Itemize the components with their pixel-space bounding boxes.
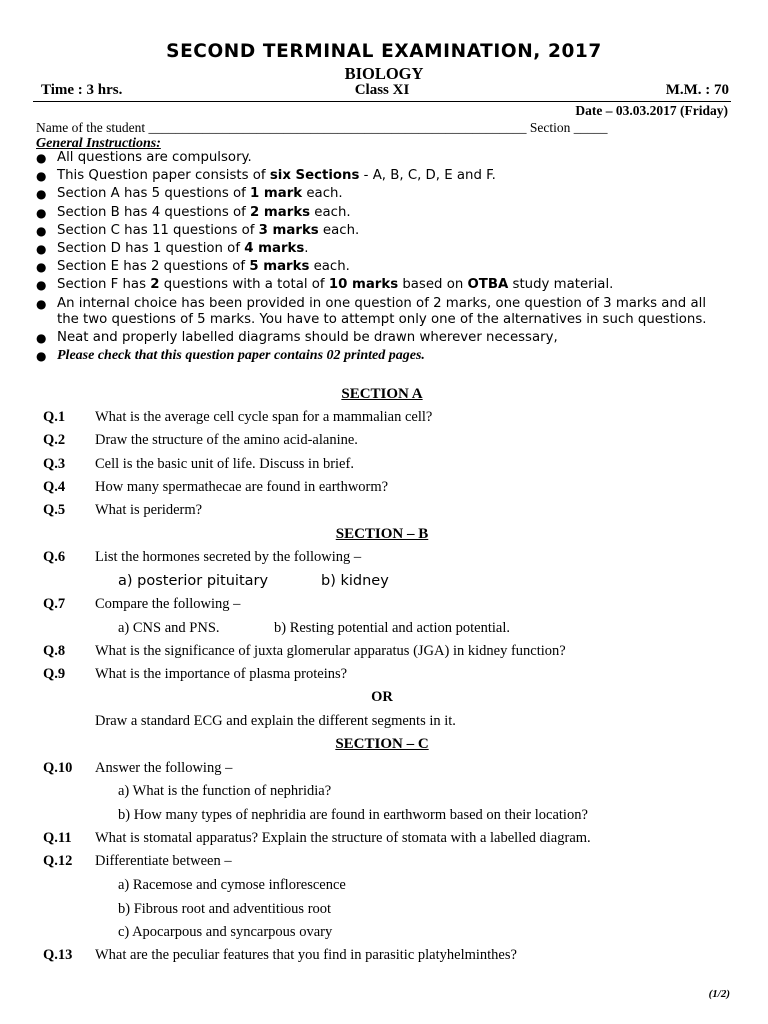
question-12-option-c: c) Apocarpous and syncarpous ovary <box>118 924 333 940</box>
exam-time: Time : 3 hrs. <box>41 82 123 98</box>
subject-title: BIOLOGY <box>344 64 424 83</box>
instruction-item: ● All questions are compulsory. <box>36 150 252 165</box>
question-10-option-a: a) What is the function of nephridia? <box>118 783 332 799</box>
question-10-option-b: b) How many types of nephridia are found in earthworm based on their location? <box>118 807 588 823</box>
question-number: Q.2 <box>43 432 66 448</box>
instructions-list <box>36 150 726 366</box>
section-c-heading: SECTION – C <box>335 736 429 752</box>
instructions-heading: General Instructions: <box>36 136 161 151</box>
question-6-option-a: a) posterior pituitary <box>118 573 269 589</box>
question-text: Differentiate between – <box>95 853 232 869</box>
instruction-item: ● Neat and properly labelled diagrams should be drawn wherever necessary, <box>36 329 558 345</box>
question-number: Q.8 <box>43 643 66 659</box>
question-text: Cell is the basic unit of life. Discuss in brief. <box>95 456 354 472</box>
question-number: Q.11 <box>43 830 72 846</box>
question-number: Q.6 <box>43 549 66 565</box>
section-blank[interactable]: _____ <box>573 120 608 135</box>
question-7-option-a: a) CNS and PNS. <box>118 620 220 636</box>
question-text: What are the peculiar features that you find in parasitic platyhelminthes? <box>95 947 517 963</box>
name-blank[interactable]: ________________________________________________________ <box>148 120 527 135</box>
exam-date: Date – 03.03.2017 (Friday) <box>575 103 728 118</box>
instruction-item: ● An internal choice has been provided in one question of 2 marks, one question of 3 marks and all the two questions of 5 marks. You have to attempt only one of the alternatives in such questions. <box>36 295 707 327</box>
instruction-item: ● Section C has 11 questions of 3 marks each. <box>36 222 360 238</box>
question-text: Compare the following – <box>95 596 241 612</box>
question-12-option-a: a) Racemose and cymose inflorescence <box>118 877 346 893</box>
question-number: Q.13 <box>43 947 73 963</box>
instruction-item: ● This Question paper consists of six Sections - A, B, C, D, E and F. <box>36 168 496 184</box>
question-number: Q.3 <box>43 456 66 472</box>
question-text: What is the significance of juxta glomerular apparatus (JGA) in kidney function? <box>95 643 566 659</box>
question-number: Q.10 <box>43 760 73 776</box>
max-marks: M.M. : 70 <box>665 82 729 98</box>
section-a-heading: SECTION A <box>341 386 423 402</box>
question-12-option-b: b) Fibrous root and adventitious root <box>118 901 332 917</box>
question-7-option-b: b) Resting potential and action potential. <box>274 620 510 636</box>
question-number: Q.1 <box>43 409 66 425</box>
section-label: Section <box>529 120 571 135</box>
question-text: What is the average cell cycle span for a mammalian cell? <box>95 409 433 425</box>
question-number: Q.9 <box>43 666 66 682</box>
question-text: What is periderm? <box>95 502 203 518</box>
exam-class: Class XI <box>354 82 410 98</box>
instruction-item: ● Section F has 2 questions with a total of 10 marks based on OTBA study material. <box>36 277 614 293</box>
question-text: List the hormones secreted by the following – <box>95 549 362 565</box>
question-text: Draw the structure of the amino acid-alanine. <box>95 432 358 448</box>
instruction-item: ● Section B has 4 questions of 2 marks each. <box>36 204 351 220</box>
printed-pages-note: ● Please check that this question paper contains 02 printed pages. <box>36 347 425 363</box>
question-number: Q.7 <box>43 596 66 612</box>
question-number: Q.4 <box>43 479 66 495</box>
question-number: Q.5 <box>43 502 66 518</box>
question-9-alternative: Draw a standard ECG and explain the different segments in it. <box>95 713 456 729</box>
question-text: What is the importance of plasma proteins? <box>95 666 348 682</box>
question-text: How many spermathecae are found in earthworm? <box>95 479 389 495</box>
page-number: (1/2) <box>708 988 730 1000</box>
question-number: Q.12 <box>43 853 73 869</box>
student-name-row <box>36 120 607 136</box>
exam-title: SECOND TERMINAL EXAMINATION, 2017 <box>166 41 602 62</box>
instruction-item: ● Section D has 1 question of 4 marks. <box>36 240 309 256</box>
question-6-option-b: b) kidney <box>321 573 389 589</box>
or-divider: OR <box>371 689 393 705</box>
question-text: What is stomatal apparatus? Explain the structure of stomata with a labelled diagram. <box>95 830 591 846</box>
instruction-item: ● Section A has 5 questions of 1 mark each. <box>36 186 343 202</box>
name-label: Name of the student <box>36 120 146 135</box>
header-info-row <box>33 81 731 102</box>
instruction-item: ● Section E has 2 questions of 5 marks each. <box>36 259 350 275</box>
section-b-heading: SECTION – B <box>335 526 429 542</box>
question-text: Answer the following – <box>95 760 233 776</box>
